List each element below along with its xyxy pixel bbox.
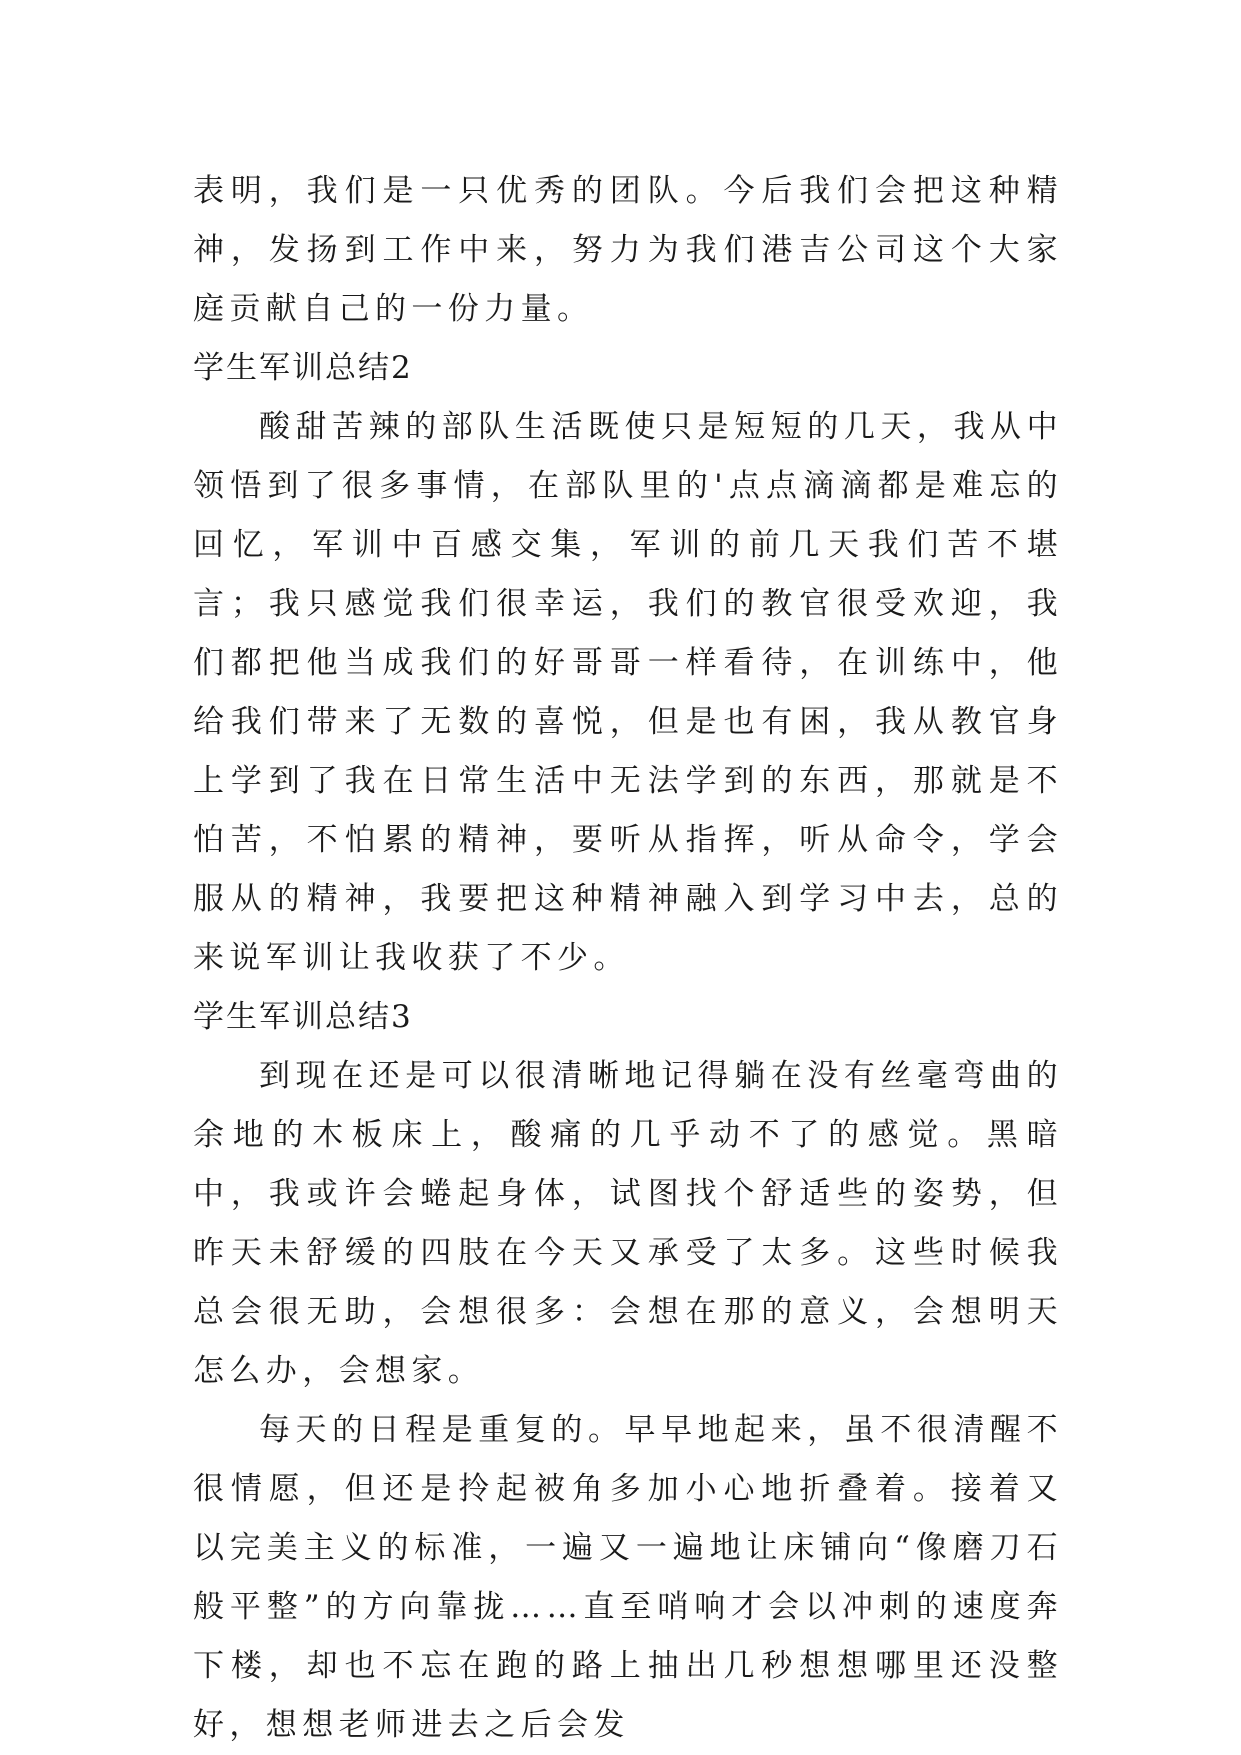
section-heading-2: 学生军训总结2 xyxy=(193,350,413,386)
section-2-paragraph: 酸甜苦辣的部队生活既使只是短短的几天，我从中领悟到了很多事情，在部队里的'点点滴滴都是难忘的回忆，军训中百感交集，军训的前几天我们苦不堪言；我只感觉我们很幸运，我们的教官很受欢迎，我们都把他当成我们的好哥哥一样看待，在训练中，他给我们带来了无数的喜悦，但是也有困，我从教官身上学到了我在日常生活中无法学到的东西，那就是不怕苦，不怕累的精神，要听从指挥，听从命令，学会服从的精神，我要把这种精神融入到学习中去，总的来说军训让我收获了不少。 xyxy=(193,409,1063,976)
section-heading-3: 学生军训总结3 xyxy=(193,999,413,1035)
continuation-paragraph: 表明，我们是一只优秀的团队。今后我们会把这种精神，发扬到工作中来，努力为我们港吉公司这个大家庭贡献自己的一份力量。 xyxy=(193,173,1063,327)
section-3-paragraph-1: 到现在还是可以很清晰地记得躺在没有丝毫弯曲的余地的木板床上，酸痛的几乎动不了的感觉。黑暗中，我或许会蜷起身体，试图找个舒适些的姿势，但昨天未舒缓的四肢在今天又承受了太多。这些时候我总会很无助，会想很多：会想在那的意义，会想明天怎么办，会想家。 xyxy=(193,1058,1063,1389)
section-3-paragraph-2: 每天的日程是重复的。早早地起来，虽不很清醒不很情愿，但还是拎起被角多加小心地折叠着。接着又以完美主义的标准，一遍又一遍地让床铺向“像磨刀石般平整”的方向靠拢……直至哨响才会以冲刺的速度奔下楼，却也不忘在跑的路上抽出几秒想想哪里还没整好，想想老师进去之后会发 xyxy=(193,1412,1063,1743)
document-body xyxy=(193,162,1063,1755)
